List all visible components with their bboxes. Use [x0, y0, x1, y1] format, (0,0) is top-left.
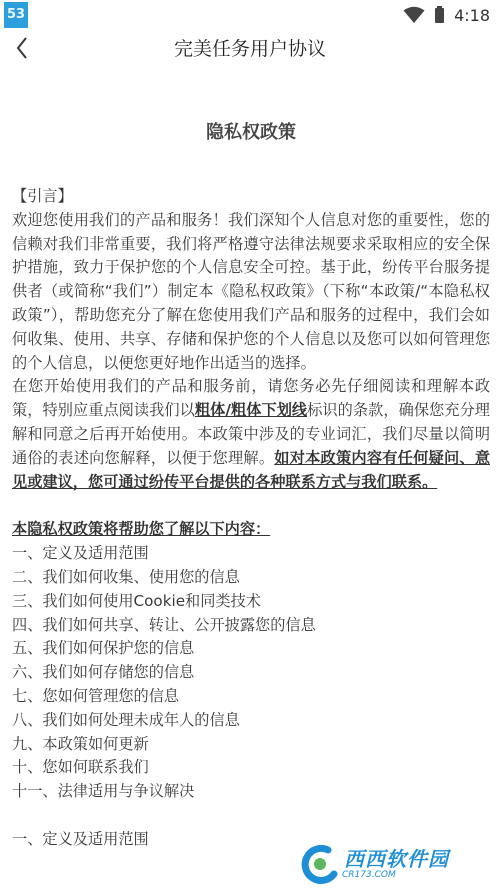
- document-title: 隐私权政策: [206, 122, 296, 143]
- reading-notice-text: 在您开始使用我们的产品和服务前，请您务必先仔细阅读和理解本政策，特别应重点阅读我们以: [12, 377, 490, 420]
- reading-notice-text-2: 标识的条款，确保您充分理解和同意之后再开始使用。本政策中涉及的专业词汇，我们尽量以简明通俗的表述向您解释，以便于您理解。: [12, 401, 490, 467]
- watermark-text: [342, 848, 449, 880]
- contact-notice: 如对本政策内容有任何疑问、意见或建议，您可通过纷传平台提供的各种联系方式与我们联系。: [12, 448, 491, 491]
- reading-notice-paragraph: [12, 375, 490, 494]
- section-one-heading: 一、定义及适用范围: [12, 829, 149, 848]
- watermark-logo-icon: [298, 844, 342, 884]
- toc-item-7[interactable]: 七、您如何管理您的信息: [12, 686, 180, 705]
- wifi-icon: [403, 6, 425, 24]
- status-bar: [0, 0, 500, 30]
- battery-icon: [435, 8, 444, 23]
- toc-list: [12, 542, 490, 804]
- intro-paragraph: 欢迎您使用我们的产品和服务！我们深知个人信息对您的重要性，您的信赖对我们非常重要，我们将严格遵守法律法规要求采取相应的安全保护措施，致力于保护您的个人信息安全可控。基于此，纷传平台服务提供者（或简称“我们”）制定本《隐私权政策》（下称“本政策/“本隐私权政策”），帮助您充分了解在您使用我们产品和服务的过程中，我们会如何收集、使用、共享、存储和保护您的个人信息以及您可以如何管理您的个人信息，以便您更好地作出适当的选择。: [12, 210, 490, 372]
- watermark: [298, 844, 494, 884]
- intro-label: 【引言】: [12, 187, 73, 205]
- toc-item-5[interactable]: 五、我们如何保护您的信息: [12, 639, 195, 658]
- policy-content: [12, 70, 490, 852]
- toc-item-2[interactable]: 二、我们如何收集、使用您的信息: [12, 567, 240, 586]
- nav-bar: [0, 30, 500, 70]
- toc-item-1[interactable]: 一、定义及适用范围: [12, 544, 149, 563]
- toc-item-3[interactable]: 三、我们如何使用Cookie和同类技术: [12, 591, 261, 610]
- app-badge: 53: [4, 2, 28, 28]
- watermark-url: CR173.COM: [342, 870, 396, 880]
- bold-underline-term: 粗体/粗体下划线: [194, 401, 308, 420]
- toc-item-6[interactable]: 六、我们如何存储您的信息: [12, 663, 195, 682]
- toc-item-11[interactable]: 十一、法律适用与争议解决: [12, 782, 195, 801]
- page-title: 完美任务用户协议: [173, 38, 326, 60]
- watermark-name: 西西软件园: [344, 847, 449, 871]
- toc-item-4[interactable]: 四、我们如何共享、转让、公开披露您的信息: [12, 615, 316, 634]
- toc-item-10[interactable]: 十、您如何联系我们: [12, 758, 149, 777]
- toc-item-9[interactable]: 九、本政策如何更新: [12, 734, 149, 753]
- toc-item-8[interactable]: 八、我们如何处理未成年人的信息: [12, 710, 240, 729]
- status-icons: [403, 4, 490, 26]
- toc-heading: 本隐私权政策将帮助您了解以下内容：: [12, 520, 271, 539]
- clock: 4:18: [454, 5, 490, 25]
